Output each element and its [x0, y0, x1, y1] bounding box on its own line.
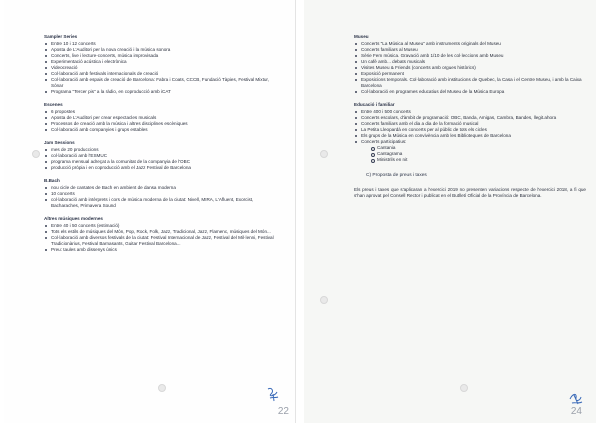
list-item: Programa "Tercer pis" a la ràdio, en coproducció amb iCAT [44, 89, 280, 95]
list-item: Processos de creació amb la música i altres disciplines escèniques [44, 121, 280, 127]
list-item: Exposició permanent [354, 71, 586, 77]
section-title: Museu [354, 34, 369, 39]
sub-list [371, 145, 586, 163]
list-item: Concerts familiars amb el dia a dia de la formació musical [354, 121, 586, 127]
punch-hole-icon [320, 296, 328, 304]
list-item: Els grups de la Música en convivència amb les Biblioteques de Barcelona [354, 133, 586, 139]
section-title: Altres músiques modernes [44, 216, 103, 221]
bullet-list [44, 147, 280, 171]
list-item: Visites Museu & Friends (concerts amb orgues històrics) [354, 65, 586, 71]
list-item: Experimentació acústica i electrònica [44, 59, 280, 65]
list-item: 6 propostes [44, 109, 280, 115]
section-escenes [44, 102, 280, 133]
list-item: col·laboració amb intèrprets i cors de música moderna de la ciutat: Nivell, MIRA, L'Afluent, Exorcist, Bacharaches, Primavera Sound [44, 197, 280, 209]
list-item: Col·laboració amb festivals internacionals de creació [44, 71, 280, 77]
list-item: Sèrie Fem música. Gravació amb 1/10 de les col·leccions amb Museu [354, 53, 586, 59]
bullet-list [354, 109, 586, 163]
punch-hole-icon [158, 384, 166, 392]
section-title: Escenes [44, 102, 63, 107]
punch-hole-icon [32, 150, 40, 158]
list-item: mes de 20 produccions [44, 147, 280, 153]
list-item: Col·laboració amb companyies i grups estables [44, 127, 280, 133]
list-item: Tots els estils de músiques del Món, Pop, Rock, Folk, Jazz, Tradicional, Jazz, Flamenc, músiques del Món... [44, 229, 280, 235]
list-item: Un cafè amb... debats musicals [354, 59, 586, 65]
signature-icon [265, 385, 281, 403]
list-item: Entre 40 i 50 concerts (estimació) [44, 223, 280, 229]
sub-list-item: Cantagrama [371, 151, 586, 157]
sub-list-item: Cantania [371, 145, 586, 151]
list-item: Aposta de L'Auditori per la nova creació i la música sonora [44, 47, 280, 53]
section-educacio-familiar [354, 102, 586, 163]
page-content [44, 34, 280, 260]
punch-hole-icon [460, 384, 468, 392]
section-altres-musiques [44, 216, 280, 253]
list-item: Col·laboració amb diversos festivals de la ciutat: Festival Internacional de Jazz, Festival del Mil·lenni, Festival Tradicionàrius, Festival Barnasants, Guitar Festival Barcelona... [44, 235, 280, 247]
list-item: Concerts, live i lecture-concerts, música improvisada [44, 53, 280, 59]
section-title: Educació i familiar [354, 102, 395, 107]
bullet-list [44, 185, 280, 209]
list-item: Entre 400 i 500 concerts [354, 109, 586, 115]
list-item: 10 concerts [44, 191, 280, 197]
list-item: col·laboració amb l'ESMUC [44, 153, 280, 159]
list-item: Preu: taules amb dissenys únics [44, 247, 280, 253]
section-museu [354, 34, 586, 95]
list-item: nou cicle de cantates de Bach en ambient de dansa moderna [44, 185, 280, 191]
section-title: Sampler Series [44, 34, 78, 39]
list-item: Concerts escolars, d'àmbit de programació: OBC, Banda, Amigas, Cambra, Bandes, llegit.ahora [354, 115, 586, 121]
list-item: Col·laboració en programes educatius del Museu de la Música Europa [354, 89, 586, 95]
section-bbach [44, 178, 280, 209]
bullet-list [44, 223, 280, 253]
punch-hole-icon [320, 150, 328, 158]
document-page-left [4, 0, 296, 423]
list-item: Aposta de L'Auditori per crear espectacles musicals [44, 115, 280, 121]
page-content [354, 34, 586, 199]
paragraph-prices: Els preus i taxes que s'aplicaran a l'exercici 2019 no presenten variacions respecte de l'exercici 2018, a fi que s'han aprovat pel Consell Rector i publicat en el Butlletí Oficial de la Província de Barcelona. [354, 187, 586, 198]
list-item: Exposicions temporals. Col·laboració amb institucions de Quebec, la Casa i el Centre Museu, i amb la Caixa Barcelona [354, 77, 586, 89]
section-title: B.Bach [44, 178, 60, 183]
section-title: Jam Sessions [44, 140, 75, 145]
bullet-list [44, 109, 280, 133]
list-item: Entre 10 i 12 concerts [44, 41, 280, 47]
list-item-label: Concerts participatius: [361, 139, 407, 144]
list-item: Concerts familiars al Museu [354, 47, 586, 53]
list-item [354, 139, 586, 163]
list-item: programa mensual adreçat a la comunitat de la companyia de l'OBC [44, 159, 280, 165]
section-sampler-series [44, 34, 280, 95]
signature-icon [568, 389, 584, 407]
bullet-list [44, 41, 280, 95]
page-number: 24 [570, 406, 582, 417]
list-item: La Petita Lleopardà en concerts per al públic de tots els cicles [354, 127, 586, 133]
section-heading-c: C) Proposta de preus i taxes [366, 173, 427, 178]
list-item: Videocreació [44, 65, 280, 71]
document-page-right [304, 0, 596, 423]
section-jam-sessions [44, 140, 280, 171]
list-item: Col·laboració amb espais de creació de Barcelona: Fabra i Coats, CCCB, Fundació Tàpies, Festival Mixtur, Sónar [44, 77, 280, 89]
list-item: Concerts "La Música al Museu" amb instruments originals del Museu [354, 41, 586, 47]
page-number: 22 [277, 406, 289, 417]
list-item: producció pròpia i en coproducció amb el Jazz Festival de Barcelona [44, 165, 280, 171]
sub-list-item: Ministrils en nit [371, 157, 586, 163]
bullet-list [354, 41, 586, 95]
